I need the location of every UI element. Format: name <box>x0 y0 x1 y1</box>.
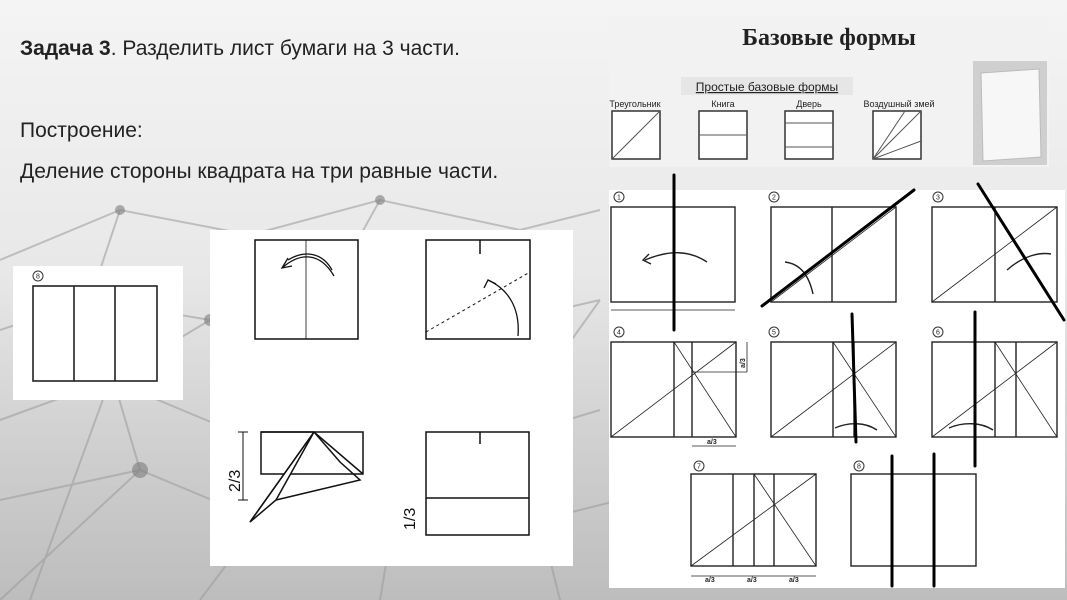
step-7-a-third-2: a/3 <box>747 577 757 584</box>
task-text: . Разделить лист бумаги на 3 части. <box>110 37 460 60</box>
label-two-thirds: 2/3 <box>227 469 244 492</box>
form-label-triangle: Треугольник <box>609 99 661 109</box>
step-number-5: 5 <box>772 329 776 337</box>
form-label-kite: Воздушный змей <box>863 99 935 109</box>
step-number-6: 6 <box>936 329 940 337</box>
step-4-a-third-horizontal: a/3 <box>707 439 717 446</box>
step-number-2: 2 <box>772 194 776 202</box>
form-label-door: Дверь <box>796 99 822 109</box>
step-7-a-third-3: a/3 <box>789 577 799 584</box>
step-number-7: 7 <box>697 463 701 471</box>
construction-heading: Построение: <box>20 119 143 142</box>
step-4-a-third-vertical: a/3 <box>740 358 747 368</box>
label-one-third: 1/3 <box>402 507 419 530</box>
step-number-3: 3 <box>936 194 940 202</box>
form-label-book: Книга <box>711 99 735 109</box>
step-number-1: 1 <box>617 194 621 202</box>
base-forms-subtitle: Простые базовые формы <box>695 80 839 94</box>
task-number: Задача 3 <box>20 37 111 60</box>
step-number-8: 8 <box>857 463 861 471</box>
step-number-8-small: 8 <box>36 273 40 281</box>
step-7-a-third-1: a/3 <box>705 577 715 584</box>
step-number-4: 4 <box>617 329 621 337</box>
base-forms-title: Базовые формы <box>742 25 916 51</box>
construction-description: Деление стороны квадрата на три равные части. <box>20 160 499 183</box>
